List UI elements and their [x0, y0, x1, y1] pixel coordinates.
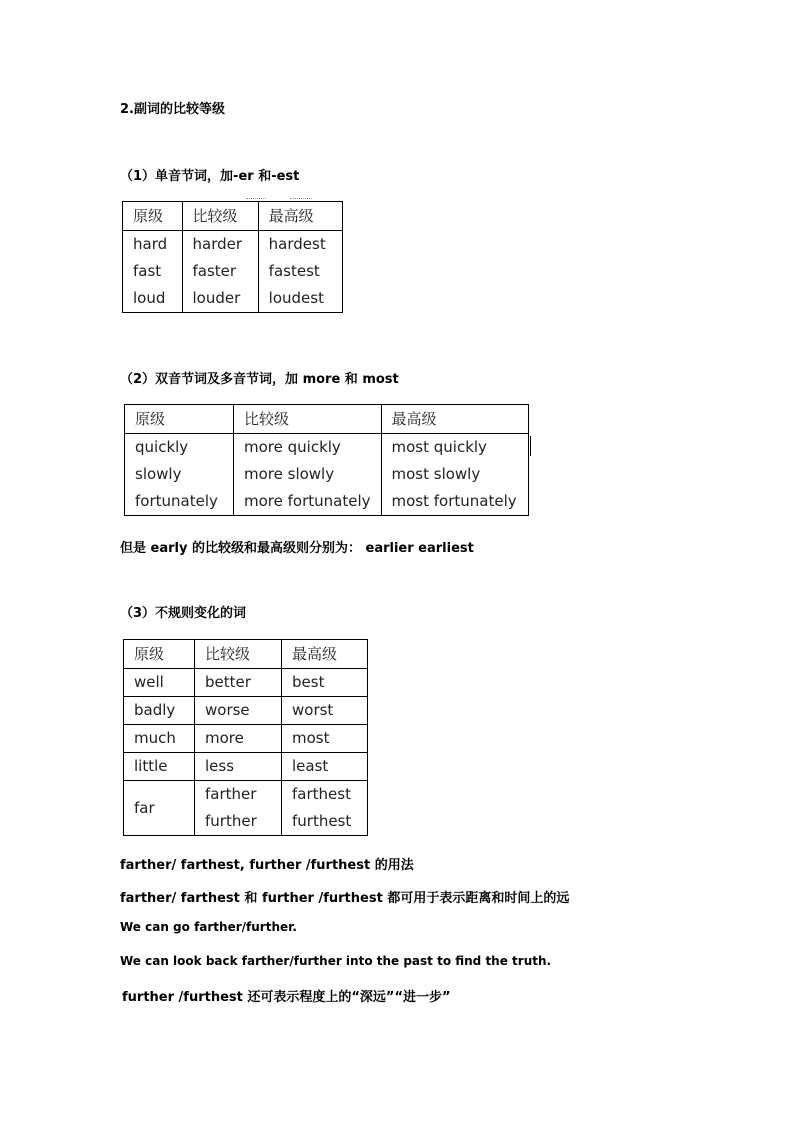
superlative-cell [381, 434, 529, 516]
spellcheck-underline [246, 195, 266, 199]
cell-text: farthest [292, 785, 351, 803]
comparative-cell: less [195, 753, 282, 781]
cell-text: most fortunately [391, 492, 517, 510]
comparative-cell [234, 434, 382, 516]
table-header-row [125, 405, 529, 434]
table-header-row [123, 202, 343, 231]
cell-text: fortunately [135, 492, 218, 510]
part2-heading: （2）双音节词及多音节词，加 more 和 most [120, 372, 399, 387]
comparative-cell: better [195, 669, 282, 697]
part1-heading: （1）单音节词，加-er 和-est [120, 169, 300, 184]
table-row [125, 434, 529, 516]
cell-text: loud [133, 289, 166, 307]
section-title: 2.副词的比较等级 [120, 102, 225, 117]
cell-text: more fortunately [244, 492, 371, 510]
usage-title: farther/ farthest, further /furthest 的用法 [120, 858, 414, 873]
header-base: 原级 [125, 405, 234, 434]
header-base: 原级 [124, 640, 195, 669]
cell-text: loudest [268, 289, 324, 307]
header-comparative: 比较级 [234, 405, 382, 434]
cell-text: faster [192, 262, 237, 280]
cell-text: quickly [135, 438, 189, 456]
base-cell [123, 231, 183, 313]
table-header-row [124, 640, 368, 669]
superlative-cell: worst [282, 697, 368, 725]
cell-text: more quickly [244, 438, 341, 456]
base-cell: little [124, 753, 195, 781]
table-row [124, 781, 368, 836]
part1-table [122, 201, 343, 313]
cell-text: more slowly [244, 465, 335, 483]
comparative-cell: worse [195, 697, 282, 725]
part2-note: 但是 early 的比较级和最高级则分别为： earlier earliest [120, 541, 474, 556]
header-superlative: 最高级 [381, 405, 529, 434]
part3-table [123, 639, 368, 836]
base-cell [125, 434, 234, 516]
superlative-cell: least [282, 753, 368, 781]
base-cell: far [124, 781, 195, 836]
base-cell: much [124, 725, 195, 753]
cell-text: harder [192, 235, 243, 253]
usage-line-1: farther/ farthest 和 further /furthest 都可用于表示距离和时间上的远 [120, 891, 570, 906]
comparative-cell [195, 781, 282, 836]
header-superlative: 最高级 [258, 202, 342, 231]
usage-line-2: further /furthest 还可表示程度上的“深远”“进一步” [122, 990, 451, 1005]
superlative-cell: most [282, 725, 368, 753]
superlative-cell [282, 781, 368, 836]
cell-text: louder [192, 289, 241, 307]
spellcheck-underline [290, 195, 312, 199]
usage-example-1: We can go farther/further. [120, 920, 297, 934]
cell-text: further [205, 812, 257, 830]
cell-text: most slowly [391, 465, 481, 483]
cell-text: fastest [268, 262, 320, 280]
cell-text: farther [205, 785, 257, 803]
header-comparative: 比较级 [182, 202, 258, 231]
table-row [124, 697, 368, 725]
comparative-cell [182, 231, 258, 313]
usage-example-2: We can look back farther/further into the past to find the truth. [120, 954, 552, 968]
cell-text: most quickly [391, 438, 487, 456]
table-row [124, 669, 368, 697]
table-row [124, 753, 368, 781]
superlative-cell: best [282, 669, 368, 697]
superlative-cell [258, 231, 342, 313]
cell-text: hardest [268, 235, 326, 253]
header-superlative: 最高级 [282, 640, 368, 669]
cell-text: hard [133, 235, 168, 253]
base-cell: badly [124, 697, 195, 725]
header-comparative: 比较级 [195, 640, 282, 669]
comparative-cell: more [195, 725, 282, 753]
header-base: 原级 [123, 202, 183, 231]
part3-heading: （3）不规则变化的词 [120, 606, 247, 621]
cell-text: slowly [135, 465, 182, 483]
part2-table [124, 404, 529, 516]
cell-text: furthest [292, 812, 352, 830]
table-row [123, 231, 343, 313]
table-row [124, 725, 368, 753]
cell-text: fast [133, 262, 162, 280]
base-cell: well [124, 669, 195, 697]
text-cursor [530, 436, 531, 456]
